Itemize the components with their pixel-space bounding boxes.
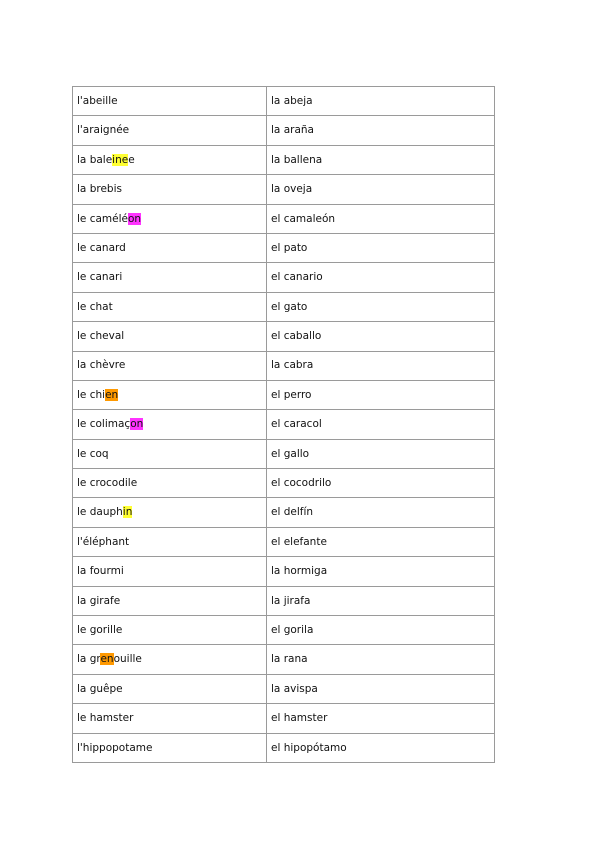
french-word-text: le cheval bbox=[77, 330, 125, 343]
french-word-cell bbox=[73, 116, 267, 145]
table-row bbox=[73, 87, 495, 116]
table-row bbox=[73, 733, 495, 762]
french-word-cell bbox=[73, 410, 267, 439]
french-word-text: l'araignée bbox=[77, 124, 130, 137]
french-word-text: l'éléphant bbox=[77, 535, 130, 548]
spanish-word-cell: la jirafa bbox=[267, 586, 495, 615]
spanish-word-cell: el caracol bbox=[267, 410, 495, 439]
french-word-text: l'hippopotame bbox=[77, 741, 153, 754]
french-word-cell bbox=[73, 527, 267, 556]
french-word-text: l'abeille bbox=[77, 94, 118, 107]
french-word-text: le chi bbox=[77, 388, 106, 401]
french-word-cell bbox=[73, 498, 267, 527]
highlighted-sound: ine bbox=[112, 153, 129, 166]
french-word-text: la gr bbox=[77, 653, 101, 666]
french-word-cell bbox=[73, 704, 267, 733]
table-row bbox=[73, 204, 495, 233]
table-row bbox=[73, 233, 495, 262]
spanish-word-cell: el elefante bbox=[267, 527, 495, 556]
french-word-cell bbox=[73, 175, 267, 204]
french-word-cell bbox=[73, 616, 267, 645]
table-row bbox=[73, 292, 495, 321]
spanish-word-cell: el camaleón bbox=[267, 204, 495, 233]
table-row bbox=[73, 439, 495, 468]
french-word-text: le dauph bbox=[77, 506, 123, 519]
spanish-word-cell: el gato bbox=[267, 292, 495, 321]
table-row bbox=[73, 351, 495, 380]
highlighted-sound: en bbox=[100, 653, 114, 666]
spanish-word-cell: la ballena bbox=[267, 145, 495, 174]
french-word-cell bbox=[73, 204, 267, 233]
french-word-cell bbox=[73, 645, 267, 674]
spanish-word-cell: la abeja bbox=[267, 87, 495, 116]
french-word-text: la fourmi bbox=[77, 565, 124, 578]
spanish-word-cell: el canario bbox=[267, 263, 495, 292]
french-word-cell bbox=[73, 322, 267, 351]
french-word-cell bbox=[73, 674, 267, 703]
vocabulary-table-body bbox=[73, 87, 495, 763]
table-row bbox=[73, 380, 495, 409]
table-row bbox=[73, 674, 495, 703]
table-row bbox=[73, 586, 495, 615]
french-word-text: la brebis bbox=[77, 183, 122, 196]
french-word-cell bbox=[73, 380, 267, 409]
french-word-text: le canari bbox=[77, 271, 123, 284]
highlighted-sound: on bbox=[128, 212, 142, 225]
french-word-text: la girafe bbox=[77, 594, 121, 607]
french-word-cell bbox=[73, 557, 267, 586]
french-word-text: ouille bbox=[113, 653, 142, 666]
spanish-word-cell: el caballo bbox=[267, 322, 495, 351]
french-word-cell bbox=[73, 733, 267, 762]
spanish-word-cell: el gallo bbox=[267, 439, 495, 468]
french-word-text: le crocodile bbox=[77, 477, 138, 490]
table-row bbox=[73, 557, 495, 586]
spanish-word-cell: la oveja bbox=[267, 175, 495, 204]
spanish-word-cell: el cocodrilo bbox=[267, 469, 495, 498]
french-word-text: e bbox=[128, 153, 135, 166]
french-word-text: le chat bbox=[77, 300, 113, 313]
spanish-word-cell: la rana bbox=[267, 645, 495, 674]
french-word-text: le gorille bbox=[77, 623, 123, 636]
table-row bbox=[73, 527, 495, 556]
highlighted-sound: in bbox=[122, 506, 133, 519]
french-word-text: la chèvre bbox=[77, 359, 126, 372]
vocabulary-table bbox=[72, 86, 495, 763]
french-word-cell bbox=[73, 87, 267, 116]
table-row bbox=[73, 175, 495, 204]
table-row bbox=[73, 616, 495, 645]
french-word-cell bbox=[73, 145, 267, 174]
table-row bbox=[73, 498, 495, 527]
french-word-cell bbox=[73, 263, 267, 292]
spanish-word-cell: la hormiga bbox=[267, 557, 495, 586]
french-word-cell bbox=[73, 351, 267, 380]
french-word-text: la bale bbox=[77, 153, 113, 166]
french-word-cell bbox=[73, 586, 267, 615]
french-word-text: le canard bbox=[77, 241, 126, 254]
table-row bbox=[73, 322, 495, 351]
table-row bbox=[73, 145, 495, 174]
spanish-word-cell: la araña bbox=[267, 116, 495, 145]
french-word-text: la guêpe bbox=[77, 682, 123, 695]
spanish-word-cell: el pato bbox=[267, 233, 495, 262]
highlighted-sound: en bbox=[105, 388, 119, 401]
table-row bbox=[73, 469, 495, 498]
table-row bbox=[73, 645, 495, 674]
spanish-word-cell: el hipopótamo bbox=[267, 733, 495, 762]
table-row bbox=[73, 704, 495, 733]
spanish-word-cell: la avispa bbox=[267, 674, 495, 703]
spanish-word-cell: el delfín bbox=[267, 498, 495, 527]
spanish-word-cell: la cabra bbox=[267, 351, 495, 380]
highlighted-sound: on bbox=[130, 418, 144, 431]
french-word-text: le coq bbox=[77, 447, 109, 460]
french-word-cell bbox=[73, 233, 267, 262]
spanish-word-cell: el hamster bbox=[267, 704, 495, 733]
table-row bbox=[73, 410, 495, 439]
french-word-text: le colimaç bbox=[77, 418, 131, 431]
french-word-text: le camélé bbox=[77, 212, 128, 225]
french-word-cell bbox=[73, 469, 267, 498]
spanish-word-cell: el gorila bbox=[267, 616, 495, 645]
french-word-cell bbox=[73, 439, 267, 468]
table-row bbox=[73, 263, 495, 292]
spanish-word-cell: el perro bbox=[267, 380, 495, 409]
french-word-cell bbox=[73, 292, 267, 321]
table-row bbox=[73, 116, 495, 145]
french-word-text: le hamster bbox=[77, 712, 134, 725]
